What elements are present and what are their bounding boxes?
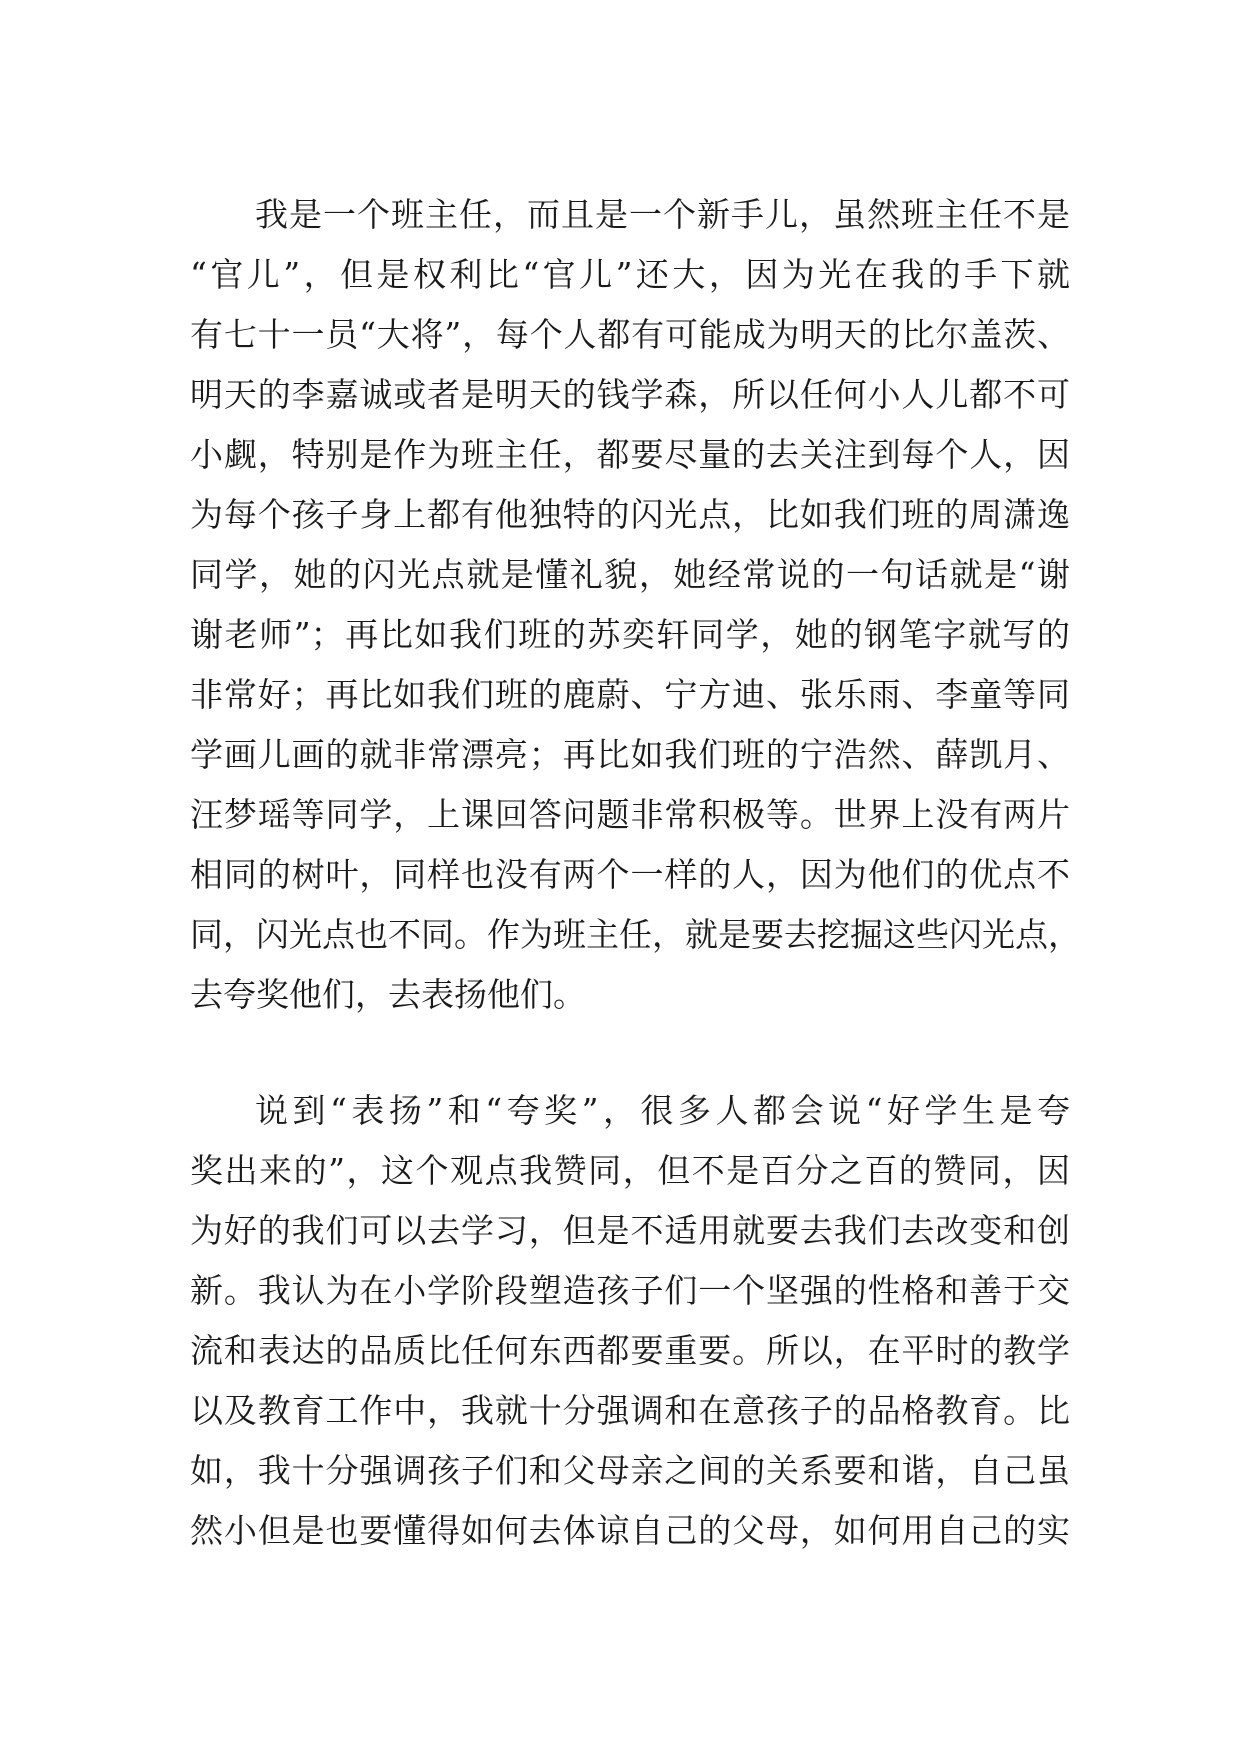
text-line: 明天的李嘉诚或者是明天的钱学森，所以任何小人儿都不可 [190, 375, 1070, 414]
text-line: 我是一个班主任，而且是一个新手儿，虽然班主任不是 [255, 195, 1070, 234]
text-line: 然小但是也要懂得如何去体谅自己的父母，如何用自己的实 [190, 1511, 1070, 1550]
text-line: 奖出来的”，这个观点我赞同，但不是百分之百的赞同，因 [190, 1151, 1070, 1190]
text-line: 有七十一员“大将”，每个人都有可能成为明天的比尔盖茨、 [190, 315, 1070, 354]
text-line: 如，我十分强调孩子们和父母亲之间的关系要和谐，自己虽 [190, 1451, 1070, 1490]
text-line: “官儿”，但是权利比“官儿”还大，因为光在我的手下就 [190, 255, 1070, 294]
text-line: 以及教育工作中，我就十分强调和在意孩子的品格教育。比 [190, 1391, 1070, 1430]
text-line: 谢老师”；再比如我们班的苏奕轩同学，她的钢笔字就写的 [190, 615, 1070, 654]
text-line: 为好的我们可以去学习，但是不适用就要去我们去改变和创 [190, 1211, 1070, 1250]
text-line: 说到“表扬”和“夸奖”，很多人都会说“好学生是夸 [255, 1091, 1070, 1130]
text-line: 去夸奖他们，去表扬他们。 [190, 975, 586, 1014]
text-line: 同，闪光点也不同。作为班主任，就是要去挖掘这些闪光点， [190, 915, 1081, 954]
text-line: 同学，她的闪光点就是懂礼貌，她经常说的一句话就是“谢 [190, 555, 1070, 594]
text-line: 为每个孩子身上都有他独特的闪光点，比如我们班的周潇逸 [190, 495, 1070, 534]
text-line: 相同的树叶，同样也没有两个一样的人，因为他们的优点不 [190, 855, 1070, 894]
text-line: 非常好；再比如我们班的鹿蔚、宁方迪、张乐雨、李童等同 [190, 675, 1070, 714]
text-line: 流和表达的品质比任何东西都要重要。所以，在平时的教学 [190, 1331, 1070, 1370]
text-line: 新。我认为在小学阶段塑造孩子们一个坚强的性格和善于交 [190, 1271, 1070, 1310]
text-line: 学画儿画的就非常漂亮；再比如我们班的宁浩然、薛凯月、 [190, 735, 1070, 774]
text-line: 小觑，特别是作为班主任，都要尽量的去关注到每个人，因 [190, 435, 1070, 474]
text-line: 汪梦瑶等同学，上课回答问题非常积极等。世界上没有两片 [190, 795, 1070, 834]
